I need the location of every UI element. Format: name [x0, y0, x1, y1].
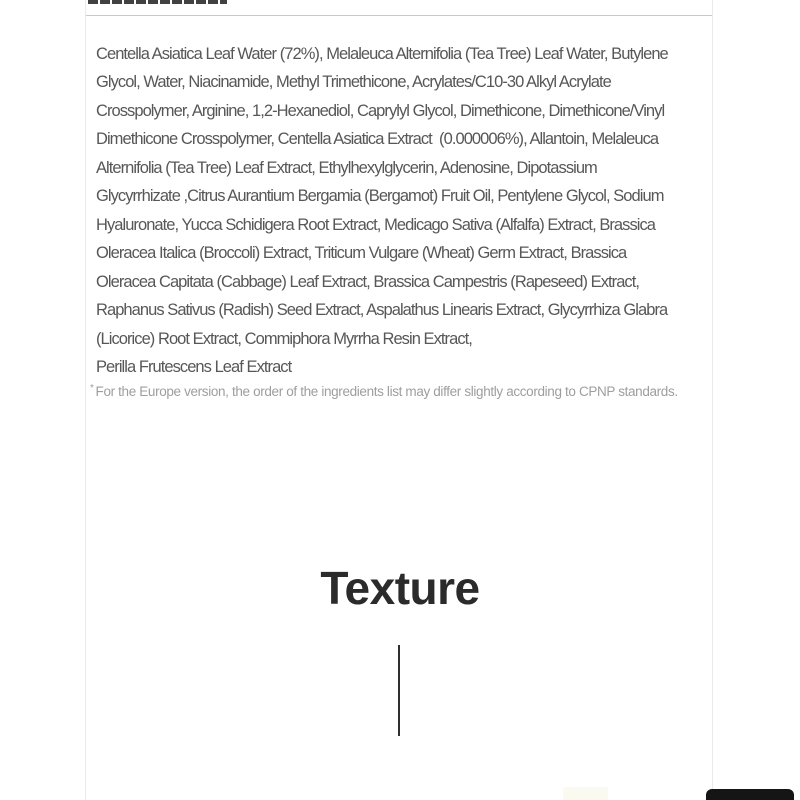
- ingredients-list: [96, 40, 708, 381]
- ingredients-line: Oleracea Capitata (Cabbage) Leaf Extract, Brassica Campestris (Rapeseed) Extract,: [96, 272, 639, 291]
- ingredients-line: Raphanus Sativus (Radish) Seed Extract, Aspalathus Linearis Extract, Glycyrrhiza Glabra: [96, 301, 668, 320]
- ingredients-line: Glycyrrhizate ,Citrus Aurantium Bergamia (Bergamot) Fruit Oil, Pentylene Glycol, Sodium: [96, 187, 664, 206]
- footnote-asterisk: *: [90, 383, 94, 394]
- europe-version-footnote: [90, 380, 712, 401]
- ingredients-line: Perilla Frutescens Leaf Extract: [96, 357, 292, 376]
- footnote-text: For the Europe version, the order of the ingredients list may differ slightly according to CPNP standards.: [95, 384, 678, 399]
- ingredients-line: (Licorice) Root Extract, Commiphora Myrrha Resin Extract,: [96, 329, 472, 348]
- ingredients-line: Dimethicone Crosspolymer, Centella Asiatica Extract (0.000006%), Allantoin, Melaleuca: [96, 130, 659, 149]
- cutoff-section-heading-remnant: [88, 0, 227, 4]
- ingredients-line: Glycol, Water, Niacinamide, Methyl Trimethicone, Acrylates/C10-30 Alkyl Acrylate: [96, 73, 611, 92]
- right-column-border: [712, 0, 713, 800]
- ingredients-line: Hyaluronate, Yucca Schidigera Root Extract, Medicago Sativa (Alfalfa) Extract, Brassica: [96, 215, 656, 234]
- faint-bottom-artifact: [563, 787, 608, 800]
- ingredients-line: Alternifolia (Tea Tree) Leaf Extract, Ethylhexylglycerin, Adenosine, Dipotassium: [96, 158, 597, 177]
- ingredients-line: Crosspolymer, Arginine, 1,2-Hexanediol, Caprylyl Glycol, Dimethicone, Dimethicone/Vinyl: [96, 101, 665, 120]
- ingredients-line: Centella Asiatica Leaf Water (72%), Melaleuca Alternifolia (Tea Tree) Leaf Water, Butylene: [96, 45, 668, 63]
- section-divider-line: [86, 15, 712, 16]
- ingredients-line: Oleracea Italica (Broccoli) Extract, Triticum Vulgare (Wheat) Germ Extract, Brassica: [96, 244, 627, 263]
- cutoff-bottom-pill[interactable]: [706, 789, 794, 800]
- left-column-border: [85, 0, 86, 800]
- texture-section-title: Texture: [320, 562, 480, 614]
- texture-pointer-line: [398, 645, 400, 736]
